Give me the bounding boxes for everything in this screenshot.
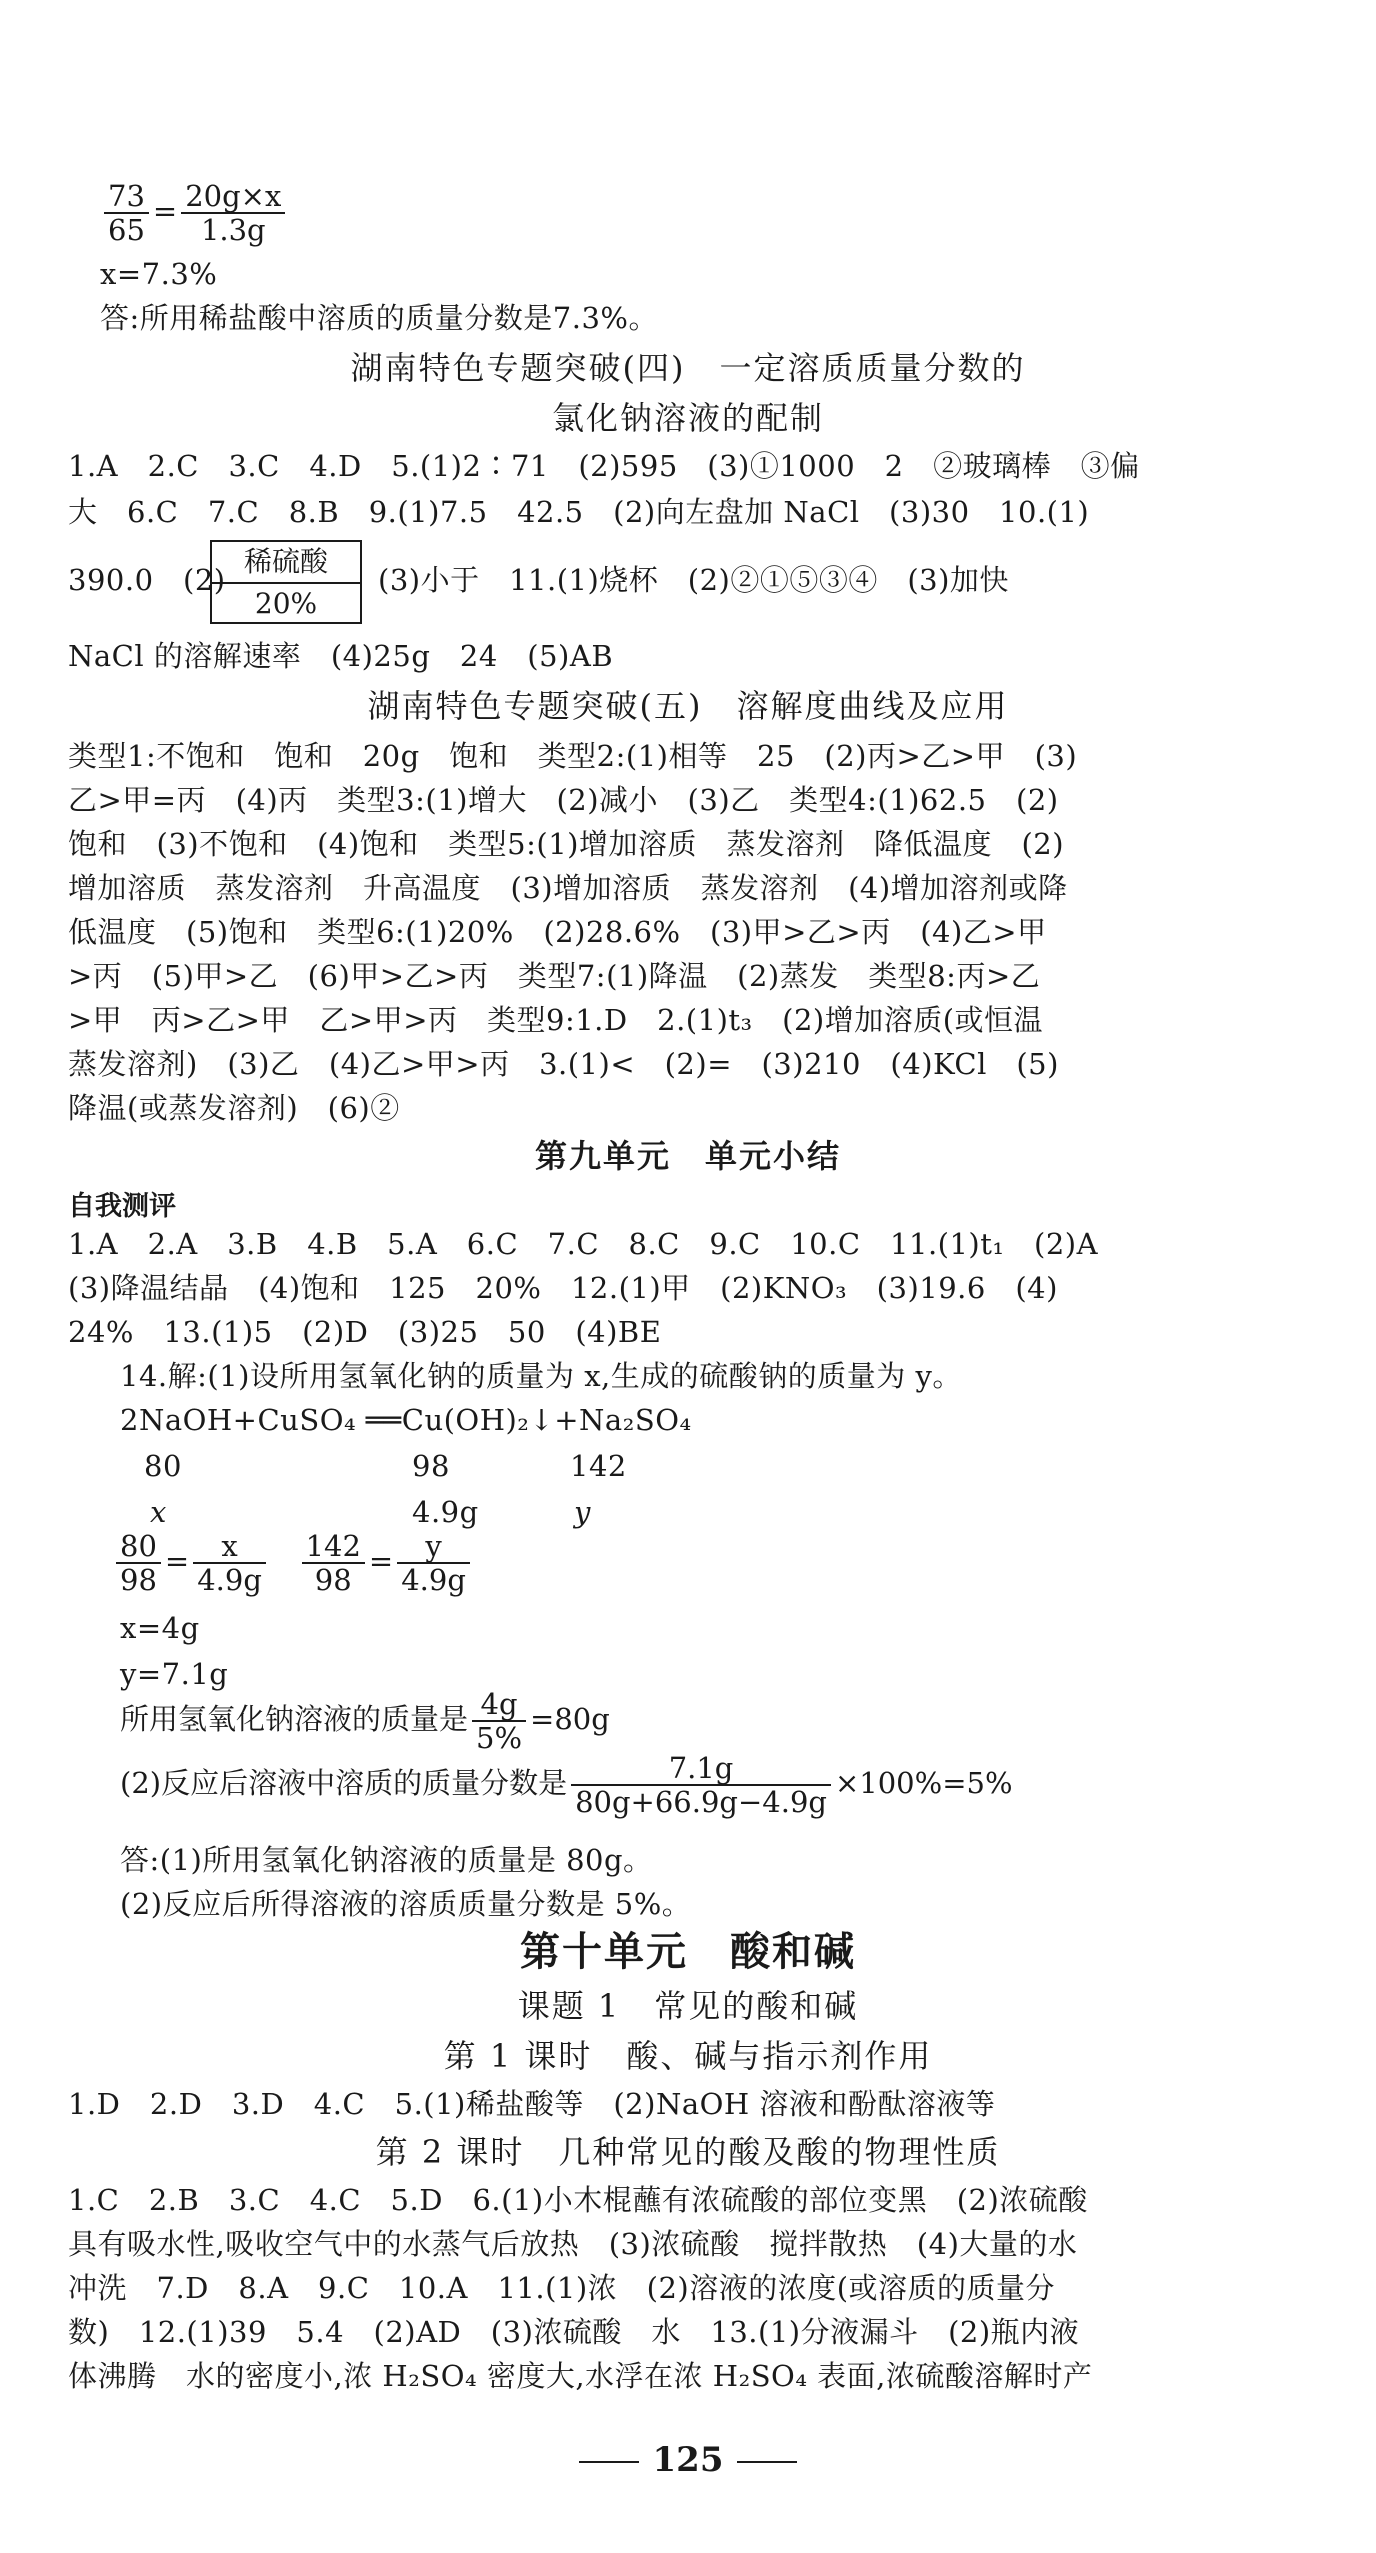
fraction: $\frac{4g}{5\%}$: [472, 1688, 526, 1754]
answer-line: 24% 13.(1)5 (2)D (3)25 50 (4)BE: [68, 1315, 662, 1349]
answer-line: 答:(1)所用氢氧化钠溶液的质量是 80g。: [120, 1843, 653, 1877]
subsection-label: 自我测评: [68, 1191, 176, 1222]
answer-line: 冲洗 7.D 8.A 9.C 10.A 11.(1)浓 (2)溶液的浓度(或溶质的质量分: [68, 2271, 1056, 2305]
mass-value: 142: [570, 1449, 627, 1483]
answer-line: 饱和 (3)不饱和 (4)饱和 类型5:(1)增加溶质 蒸发溶剂 降低温度 (2): [68, 827, 1065, 861]
label-box-bottom: 20%: [254, 587, 318, 620]
ratio-equation: $\frac{73}{65}$ = $\frac{20g\times x}{1.3g}$: [100, 180, 289, 246]
calc-line: 所用氢氧化钠溶液的质量是 $\frac{4g}{5\%}$ =80g: [120, 1687, 610, 1755]
label-box: [210, 540, 362, 624]
answer-line: 1.C 2.B 3.C 4.C 5.D 6.(1)小木棍蘸有浓硫酸的部位变黑 (2)浓硫酸: [68, 2183, 1088, 2217]
section-title: 湖南特色专题突破(四) 一定溶质质量分数的: [350, 349, 1026, 387]
answer-line: >甲 丙>乙>甲 乙>甲>丙 类型9:1.D 2.(1)t₃ (2)增加溶质(或恒温: [68, 1003, 1044, 1037]
section-title: 氯化钠溶液的配制: [551, 399, 824, 437]
chemical-equation: 2NaOH+CuSO₄ ══Cu(OH)₂↓+Na₂SO₄: [120, 1403, 692, 1437]
mass-value: 80: [144, 1449, 182, 1483]
answer-line: 具有吸水性,吸收空气中的水蒸气后放热 (3)浓硫酸 搅拌散热 (4)大量的水: [68, 2227, 1078, 2261]
variable: y: [574, 1495, 591, 1529]
answer-line: (3)降温结晶 (4)饱和 125 20% 12.(1)甲 (2)KNO₃ (3)19.6 (4): [68, 1271, 1058, 1305]
fraction: $\frac{20g\times x}{1.3g}$: [181, 180, 285, 246]
answer-line: 体沸腾 水的密度小,浓 H₂SO₄ 密度大,水浮在浓 H₂SO₄ 表面,浓硫酸溶解时产: [68, 2359, 1093, 2393]
page-number: 125: [0, 2440, 1376, 2480]
answer-line: 14.解:(1)设所用氢氧化钠的质量为 x,生成的硫酸钠的质量为 y。: [120, 1359, 962, 1393]
divider: [579, 2461, 639, 2463]
fraction: $\frac{7.1g}{80g+66.9g-4.9g}$: [571, 1752, 831, 1818]
answer-line: 答:所用稀盐酸中溶质的质量分数是7.3%。: [100, 301, 658, 335]
answer-line: >丙 (5)甲>乙 (6)甲>乙>丙 类型7:(1)降温 (2)蒸发 类型8:丙>乙: [68, 959, 1041, 993]
answer-line: 蒸发溶剂) (3)乙 (4)乙>甲>丙 3.(1)< (2)= (3)210 (4)KCl (5): [68, 1047, 1059, 1081]
fraction: $\frac{73}{65}$: [104, 180, 149, 246]
answer-line: 1.A 2.C 3.C 4.D 5.(1)2∶71 (2)595 (3)①1000 2 ②玻璃棒 ③偏: [68, 449, 1140, 483]
calc-line: (2)反应后溶液中溶质的质量分数是 $\frac{7.1g}{80g+66.9g-4.9g}$ ×100%=5%: [120, 1751, 1013, 1819]
answer-line: 类型1:不饱和 饱和 20g 饱和 类型2:(1)相等 25 (2)丙>乙>甲 (3): [68, 739, 1078, 773]
answer-line: 低温度 (5)饱和 类型6:(1)20% (2)28.6% (3)甲>乙>丙 (4)乙>甲: [68, 915, 1047, 949]
answer-line: 增加溶质 蒸发溶剂 升高温度 (3)增加溶质 蒸发溶剂 (4)增加溶剂或降: [68, 871, 1068, 905]
unit-title: 第九单元 单元小结: [534, 1137, 841, 1175]
fraction: $\frac{80}{98}$: [116, 1530, 161, 1596]
answer-line: 390.0 (2): [68, 563, 226, 597]
answer-line: NaCl 的溶解速率 (4)25g 24 (5)AB: [68, 639, 614, 673]
topic-title: 课题 1 常见的酸和碱: [517, 1987, 859, 2025]
divider: [737, 2461, 797, 2463]
answer-line: 乙>甲=丙 (4)丙 类型3:(1)增大 (2)减小 (3)乙 类型4:(1)62.5 (2): [68, 783, 1059, 817]
ratio-equation: $\frac{80}{98}$ = $\frac{x}{4.9g}$ $\frac{142}{98}$ = $\frac{y}{4.9g}$: [112, 1530, 474, 1596]
fraction: $\frac{x}{4.9g}$: [193, 1530, 266, 1596]
variable: x: [150, 1495, 167, 1529]
section-title: 湖南特色专题突破(五) 溶解度曲线及应用: [367, 687, 1009, 725]
result-line: x=4g: [120, 1611, 200, 1645]
answer-line: 大 6.C 7.C 8.B 9.(1)7.5 42.5 (2)向左盘加 NaCl (3)30 10.(1): [68, 495, 1090, 529]
answer-line: 降温(或蒸发溶剂) (6)②: [68, 1091, 400, 1125]
lesson-title: 第 2 课时 几种常见的酸及酸的物理性质: [375, 2133, 1001, 2171]
answer-line: 1.A 2.A 3.B 4.B 5.A 6.C 7.C 8.C 9.C 10.C 11.(1)t₁ (2)A: [68, 1227, 1099, 1261]
mass-value: 4.9g: [412, 1495, 479, 1529]
fraction: $\frac{y}{4.9g}$: [397, 1530, 470, 1596]
answer-line: (3)小于 11.(1)烧杯 (2)②①⑤③④ (3)加快: [378, 563, 1009, 597]
result-line: y=7.1g: [120, 1657, 229, 1691]
label-box-top: 稀硫酸: [212, 542, 360, 584]
answer-line: 数) 12.(1)39 5.4 (2)AD (3)浓硫酸 水 13.(1)分液漏斗 (2)瓶内液: [68, 2315, 1080, 2349]
result-line: x=7.3%: [100, 257, 218, 291]
unit-title: 第十单元 酸和碱: [520, 1928, 856, 1975]
mass-value: 98: [412, 1449, 450, 1483]
fraction: $\frac{142}{98}$: [302, 1530, 365, 1596]
answer-line: 1.D 2.D 3.D 4.C 5.(1)稀盐酸等 (2)NaOH 溶液和酚酞溶液等: [68, 2087, 996, 2121]
lesson-title: 第 1 课时 酸、碱与指示剂作用: [443, 2037, 933, 2075]
answer-line: (2)反应后所得溶液的溶质质量分数是 5%。: [120, 1887, 692, 1921]
